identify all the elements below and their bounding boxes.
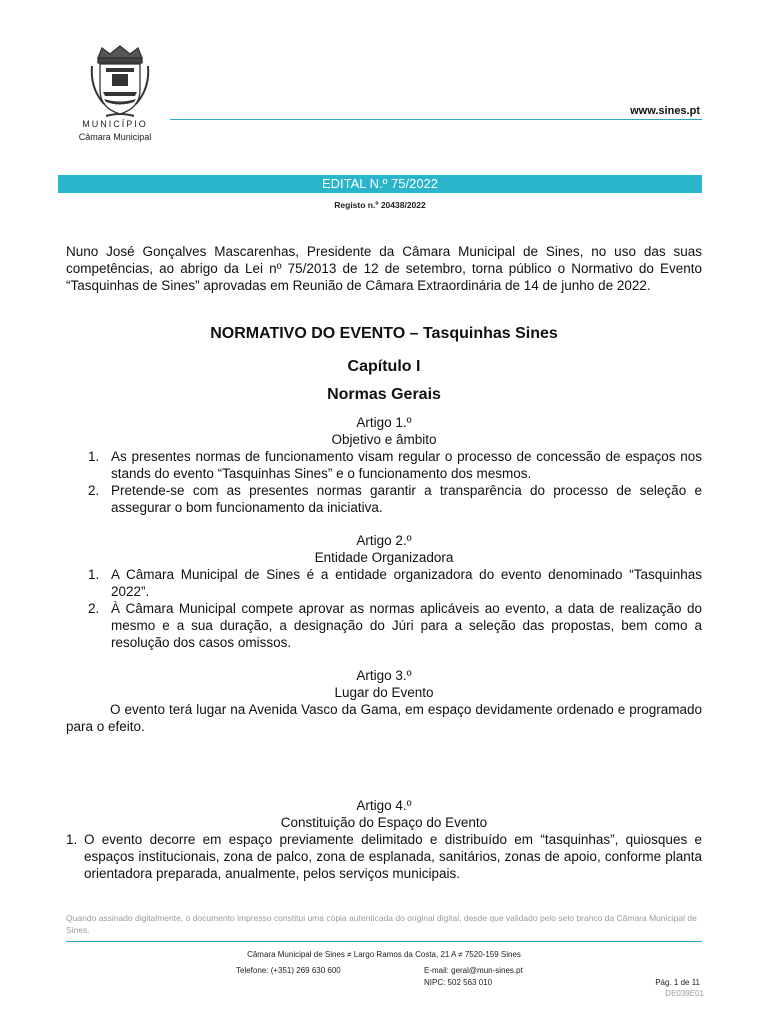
item-text: O evento decorre em espaço previamente delimitado e distribuído em “tasquinhas”, quiosques e espaços institucionais, zona de palco, zona de esplanada, sanitários, zonas de apoio, conforme planta orientadora preparada, anualmente, pelos serviços municipais. bbox=[84, 832, 702, 881]
article-4-title: Constituição do Espaço do Evento bbox=[280, 815, 488, 830]
website-link[interactable]: www.sines.pt bbox=[630, 105, 700, 117]
footer-address: Câmara Municipal de Sines ≠ Largo Ramos da Costa, 21 A ≠ 7520-159 Sines bbox=[247, 950, 521, 959]
edital-title: EDITAL N.º 75/2022 bbox=[58, 175, 702, 193]
digital-signature-disclaimer: Quando assinado digitalmente, o documento impresso constitui uma cópia autenticada do original digital, desde que validado pelo selo branco da Câmara Municipal de Sines. bbox=[66, 913, 697, 935]
intro-paragraph: Nuno José Gonçalves Mascarenhas, Presidente da Câmara Municipal de Sines, no uso das suas competências, ao abrigo da Lei nº 75/2013 de 12 de setembro, torna público o Normativo do Evento “Tasquinhas de Sines” aprovadas em Reunião de Câmara Extraordinária de 14 de junho de 2022. bbox=[66, 244, 702, 293]
item-number: 2. bbox=[88, 601, 100, 616]
item-text: A Câmara Municipal de Sines é a entidade organizadora do evento denominado “Tasquinhas 2022”. bbox=[111, 567, 702, 599]
page-number: Pág. 1 de 11 bbox=[655, 978, 700, 987]
item-number: 2. bbox=[88, 483, 100, 498]
footer-email[interactable]: E-mail: geral@mun-sines.pt bbox=[424, 966, 523, 975]
article-3-number: Artigo 3.º bbox=[356, 668, 412, 683]
header-divider bbox=[170, 119, 702, 120]
article-3-text: O evento terá lugar na Avenida Vasco da Gama, em espaço devidamente ordenado e programado para o efeito. bbox=[66, 702, 702, 734]
footer-phone: Telefone: (+351) 269 630 600 bbox=[236, 966, 341, 975]
chapter-number: Capítulo I bbox=[347, 358, 421, 375]
article-2-title: Entidade Organizadora bbox=[314, 550, 454, 565]
footer-divider bbox=[66, 941, 702, 942]
document-heading: NORMATIVO DO EVENTO – Tasquinhas Sines bbox=[210, 325, 558, 342]
camara-label: Câmara Municipal bbox=[78, 132, 152, 142]
article-3-title: Lugar do Evento bbox=[334, 685, 434, 700]
item-text: As presentes normas de funcionamento visam regular o processo de concessão de espaços nos stands do evento “Tasquinhas Sines” e o funcionamento dos mesmos. bbox=[111, 449, 702, 481]
footer-nipc: NIPC: 502 563 010 bbox=[424, 978, 493, 987]
item-text: Pretende-se com as presentes normas garantir a transparência do processo de seleção e assegurar o bom funcionamento da iniciativa. bbox=[111, 483, 702, 515]
item-number: 1. bbox=[88, 449, 100, 464]
item-text: À Câmara Municipal compete aprovar as normas aplicáveis ao evento, a data de realização do mesmo e a sua duração, a designação do Júri para a seleção das propostas, bem como a resolução dos casos omissos. bbox=[111, 601, 702, 650]
item-number: 1. bbox=[66, 832, 78, 847]
article-1-title: Objetivo e âmbito bbox=[331, 432, 437, 447]
municipal-crest-logo bbox=[88, 44, 152, 120]
article-4-number: Artigo 4.º bbox=[356, 798, 412, 813]
registo-number: Registo n.º 20438/2022 bbox=[334, 200, 426, 210]
article-2-number: Artigo 2.º bbox=[356, 533, 412, 548]
document-code: DE039E01 bbox=[665, 989, 704, 998]
municipio-label: MUNICÍPIO bbox=[82, 119, 148, 129]
article-1-number: Artigo 1.º bbox=[356, 415, 412, 430]
item-number: 1. bbox=[88, 567, 100, 582]
chapter-title: Normas Gerais bbox=[327, 386, 441, 403]
